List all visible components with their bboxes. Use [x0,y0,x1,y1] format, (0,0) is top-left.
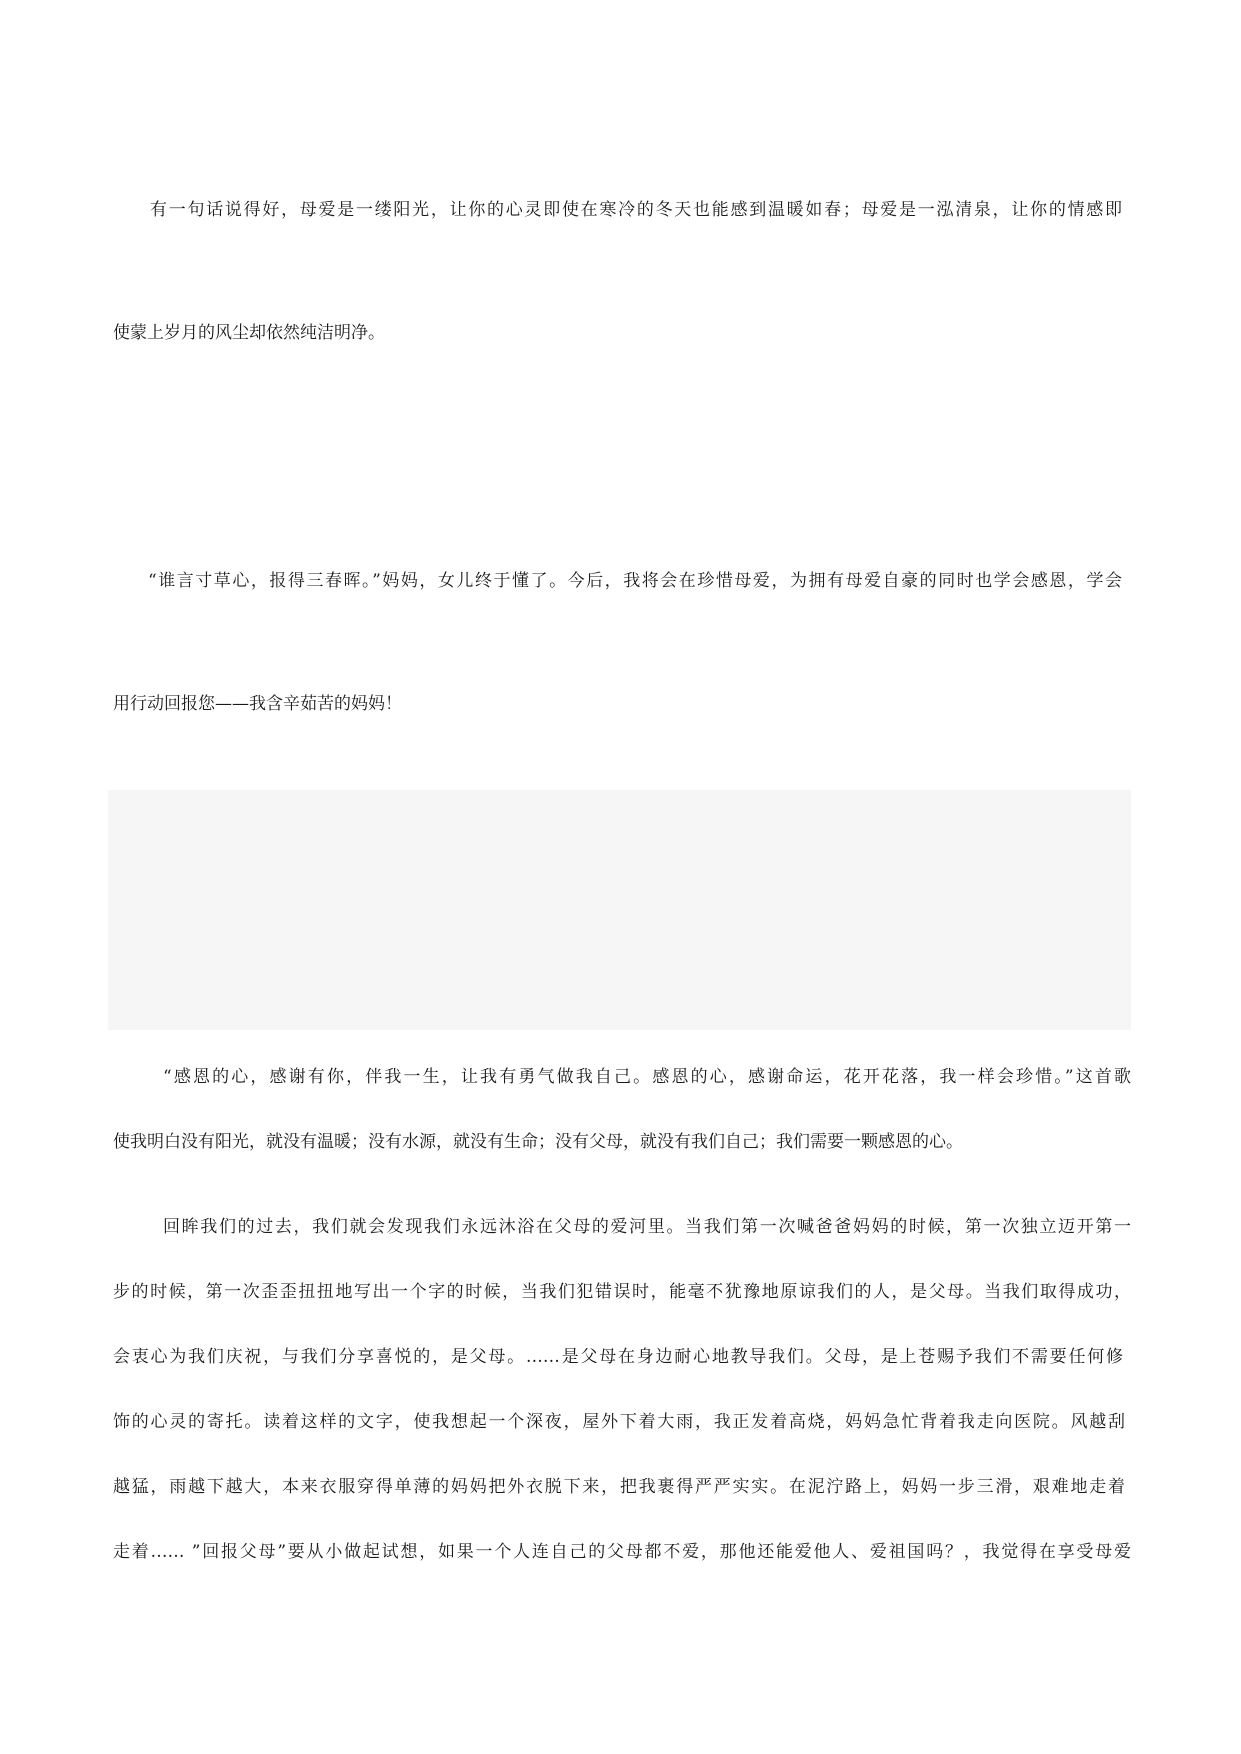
paragraph-4-line-1: 回眸我们的过去，我们就会发现我们永远沐浴在父母的爱河里。当我们第一次喊爸爸妈妈的时候，第一次独立迈开第一 [163,1217,1131,1237]
paragraph-4-line-4: 饰的心灵的寄托。读着这样的文字，使我想起一个深夜，屋外下着大雨，我正发着高烧，妈妈急忙背着我走向医院。风越刮 [113,1412,1125,1432]
paragraph-4-line-6: 走着…… ”回报父母”要从小做起试想，如果一个人连自己的父母都不爱，那他还能爱他人、爱祖国吗？，我觉得在享受母爱 [113,1542,1131,1562]
paragraph-2-line-1: “谁言寸草心，报得三春晖。”妈妈，女儿终于懂了。今后，我将会在珍惜母爱，为拥有母爱自豪的同时也学会感恩，学会 [148,571,1122,591]
paragraph-3-line-2: 使我明白没有阳光，就没有温暖；没有水源，就没有生命；没有父母，就没有我们自己；我们需要一颗感恩的心。 [113,1132,963,1152]
paragraph-4-line-3: 会衷心为我们庆祝，与我们分享喜悦的，是父母。……是父母在身边耐心地教导我们。父母，是上苍赐予我们不需要任何修 [113,1347,1123,1367]
paragraph-3-line-1: “感恩的心，感谢有你，伴我一生，让我有勇气做我自己。感恩的心，感谢命运，花开花落，我一样会珍惜。”这首歌 [163,1067,1131,1087]
image-placeholder [108,790,1131,1030]
paragraph-1-line-1: 有一句话说得好，母爱是一缕阳光，让你的心灵即使在寒冷的冬天也能感到温暖如春；母爱是一泓清泉，让你的情感即 [150,200,1122,220]
paragraph-4-line-2: 步的时候，第一次歪歪扭扭地写出一个字的时候，当我们犯错误时，能毫不犹豫地原谅我们的人，是父母。当我们取得成功， [113,1282,1131,1302]
paragraph-4-line-5: 越猛，雨越下越大，本来衣服穿得单薄的妈妈把外衣脱下来，把我裹得严严实实。在泥泞路上，妈妈一步三滑，艰难地走着 [113,1477,1125,1497]
paragraph-2-line-2: 用行动回报您——我含辛茹苦的妈妈！ [113,694,402,714]
paragraph-1-line-2: 使蒙上岁月的风尘却依然纯洁明净。 [113,323,385,343]
